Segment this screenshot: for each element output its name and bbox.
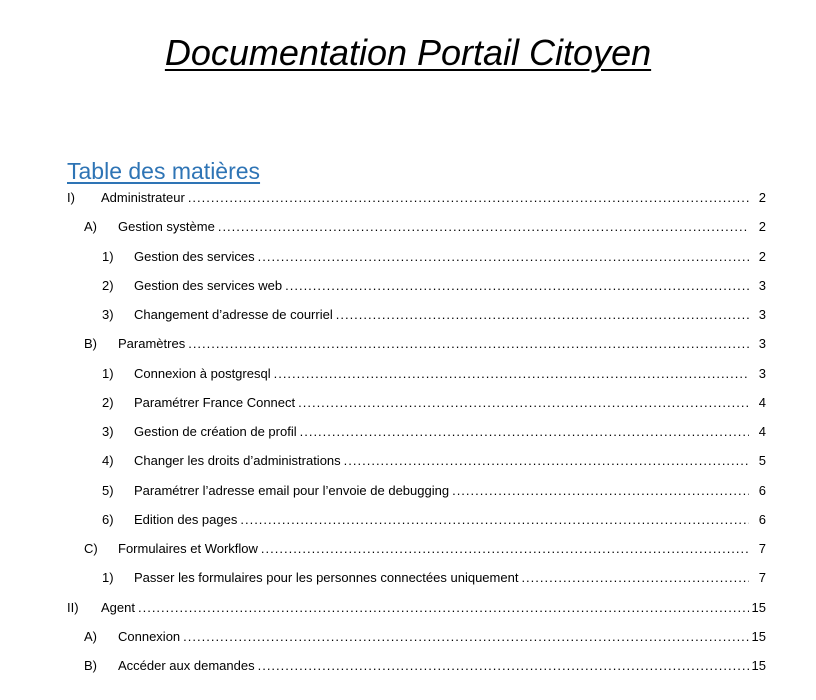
toc-entry-title[interactable]: Gestion de création de profil [134, 424, 297, 439]
toc-entry-page: 15 [751, 629, 766, 644]
toc-entry[interactable] [102, 305, 766, 325]
toc-entry[interactable] [84, 627, 766, 647]
toc-entry-page: 6 [758, 483, 766, 498]
toc-entry[interactable] [84, 217, 766, 237]
toc-entry[interactable] [102, 568, 766, 588]
toc-entry[interactable] [102, 510, 766, 530]
toc-entry[interactable] [67, 188, 766, 208]
toc-entry-number: I) [67, 190, 75, 205]
toc-entry[interactable] [102, 422, 766, 442]
toc-dot-leader [274, 364, 749, 384]
toc-entry-title[interactable]: Changement d’adresse de courriel [134, 307, 333, 322]
toc-entry[interactable] [84, 539, 766, 559]
toc-entry-page: 2 [758, 219, 766, 234]
toc-entry[interactable] [102, 481, 766, 501]
toc-entry-title[interactable]: Gestion des services [134, 249, 255, 264]
toc-entry-title[interactable]: Edition des pages [134, 512, 238, 527]
toc-entry-number: B) [84, 658, 97, 673]
toc-entry-number: 5) [102, 483, 114, 498]
toc-entry-title[interactable]: Paramétrer l’adresse email pour l’envoie de debugging [134, 483, 450, 498]
toc-entry[interactable] [102, 393, 766, 413]
toc-entry-title[interactable]: Changer les droits d’administrations [134, 453, 341, 468]
toc-entry-title[interactable]: Connexion à postgresql [134, 366, 271, 381]
toc-entry-title[interactable]: Agent [101, 600, 135, 615]
toc-entry-title[interactable]: Paramètres [118, 336, 186, 351]
toc-entry-page: 7 [758, 570, 766, 585]
toc-entry-title[interactable]: Gestion des services web [134, 278, 283, 293]
toc-entry-number: 2) [102, 395, 114, 410]
toc-entry-number: 2) [102, 278, 114, 293]
toc-entry-number: 4) [102, 453, 114, 468]
toc-entry-page: 3 [758, 336, 766, 351]
toc-dot-leader [261, 539, 749, 559]
toc-dot-leader [344, 451, 749, 471]
toc-entry-page: 2 [758, 249, 766, 264]
toc-entry[interactable] [102, 364, 766, 384]
toc-entry-number: 1) [102, 366, 114, 381]
toc-entry-page: 3 [758, 366, 766, 381]
toc-entry-page: 3 [758, 307, 766, 322]
toc-entry-number: A) [84, 219, 97, 234]
toc-entry-title[interactable]: Accéder aux demandes [118, 658, 255, 673]
toc-dot-leader [285, 276, 749, 296]
toc-entry[interactable] [102, 451, 766, 471]
toc-entry[interactable] [102, 276, 766, 296]
toc-entry-number: C) [84, 541, 98, 556]
toc-heading: Table des matières [67, 158, 261, 184]
toc-entry-page: 7 [758, 541, 766, 556]
toc-entry-number: 6) [102, 512, 114, 527]
toc-entry-page: 6 [758, 512, 766, 527]
toc-entry-number: 3) [102, 424, 114, 439]
toc-entry-page: 5 [758, 453, 766, 468]
toc-entry-title[interactable]: Passer les formulaires pour les personnes connectées uniquement [134, 570, 519, 585]
toc-entry-title[interactable]: Administrateur [101, 190, 185, 205]
toc-dot-leader [138, 598, 749, 618]
toc-entry-title[interactable]: Gestion système [118, 219, 215, 234]
toc-entry[interactable] [84, 334, 766, 354]
toc-entry-page: 15 [751, 600, 766, 615]
toc-dot-leader [218, 217, 749, 237]
document-title: Documentation Portail Citoyen [164, 32, 652, 73]
toc-entry-title[interactable]: Formulaires et Workflow [118, 541, 258, 556]
toc-dot-leader [336, 305, 749, 325]
toc-entry-number: 1) [102, 570, 114, 585]
toc-entry-number: 1) [102, 249, 114, 264]
toc-entry-page: 3 [758, 278, 766, 293]
toc-entry[interactable] [67, 598, 766, 618]
toc-entry-page: 4 [758, 424, 766, 439]
toc-entry-title[interactable]: Connexion [118, 629, 181, 644]
toc-dot-leader [258, 247, 749, 267]
toc-dot-leader [298, 393, 749, 413]
toc-entry[interactable] [102, 247, 766, 267]
toc-entry-page: 4 [758, 395, 766, 410]
toc-entry-title[interactable]: Paramétrer France Connect [134, 395, 296, 410]
toc-dot-leader [183, 627, 748, 647]
toc-entry-number: A) [84, 629, 97, 644]
toc-dot-leader [188, 334, 749, 354]
toc-entry-number: B) [84, 336, 97, 351]
toc-dot-leader [452, 481, 749, 501]
toc-entry-number: 3) [102, 307, 114, 322]
toc-dot-leader [240, 510, 749, 530]
toc-entry[interactable] [84, 656, 766, 676]
toc-entry-page: 2 [758, 190, 766, 205]
toc-dot-leader [188, 188, 749, 208]
toc-dot-leader [521, 568, 749, 588]
toc-dot-leader [258, 656, 749, 676]
toc-dot-leader [300, 422, 749, 442]
toc-entry-page: 15 [751, 658, 766, 673]
toc-entry-number: II) [67, 600, 79, 615]
